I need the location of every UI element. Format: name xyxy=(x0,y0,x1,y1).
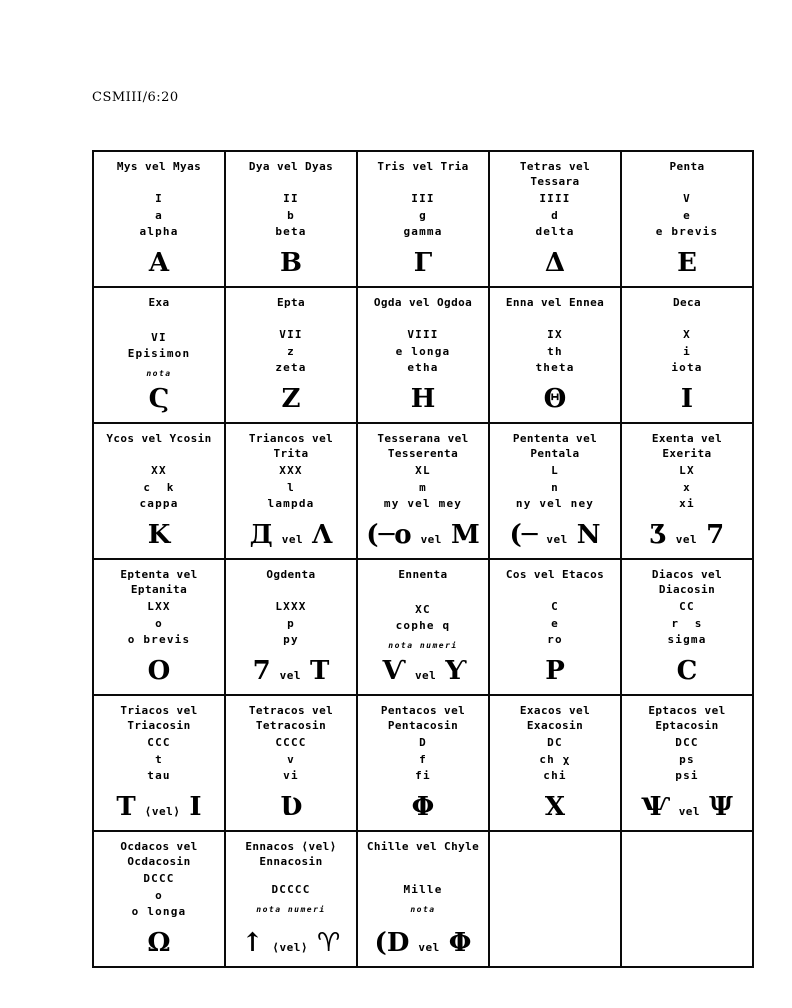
greek-letter-glyph: Δ xyxy=(544,248,566,278)
greek-letter-glyph: T xyxy=(310,656,330,686)
greek-letter-name: alpha xyxy=(139,225,179,239)
greek-letter-name: fi xyxy=(415,769,431,783)
number-name: Penta xyxy=(669,160,705,173)
greek-letter-glyph: B xyxy=(280,248,302,278)
greek-letter-name: etha xyxy=(407,361,439,375)
number-name: Ennenta xyxy=(398,568,448,581)
latin-letter: g xyxy=(419,208,427,222)
greek-letter-glyph: Ϛ xyxy=(148,384,170,414)
table-cell xyxy=(225,695,357,831)
greek-letter-name: ro xyxy=(547,633,563,647)
greek-letter-name: ny vel ney xyxy=(515,497,595,511)
greek-letter-name: py xyxy=(283,633,299,647)
table-cell xyxy=(357,287,489,423)
latin-letter: x xyxy=(683,480,691,494)
table-cell-empty xyxy=(489,831,621,967)
greek-letter-glyph: N xyxy=(576,520,601,550)
greek-letter-glyph: I xyxy=(189,792,202,822)
table-cell xyxy=(489,151,621,287)
latin-letter: e xyxy=(551,616,559,630)
table-cell xyxy=(489,423,621,559)
roman-numeral: I xyxy=(155,192,163,206)
table-cell xyxy=(489,695,621,831)
greek-letter-glyph: K xyxy=(147,520,171,550)
latin-letter: ch χ xyxy=(539,752,571,766)
greek-letter-glyph: (D xyxy=(374,928,410,958)
roman-numeral: XC xyxy=(415,602,431,616)
greek-letter-name: o longa xyxy=(131,905,187,919)
table-cell xyxy=(93,831,225,967)
greek-letter-glyph: M xyxy=(450,520,480,550)
number-name: Exacos vel Exacosin xyxy=(519,704,598,732)
greek-letter-glyph: Ψ xyxy=(709,792,733,822)
latin-letter: l xyxy=(287,480,295,494)
page-reference-label: CSMIII/6:20 xyxy=(92,90,179,105)
latin-letter: m xyxy=(419,480,427,494)
table-cell xyxy=(489,559,621,695)
greek-letter-glyph: T xyxy=(116,792,136,822)
number-name: Pentacos vel Pentacosin xyxy=(380,704,473,732)
latin-letter: o xyxy=(155,616,163,630)
table-row xyxy=(93,559,753,695)
table-cell xyxy=(621,151,753,287)
number-name: Mys vel Myas xyxy=(116,160,202,173)
number-name: Triancos vel Trita xyxy=(248,432,341,460)
table-cell xyxy=(621,695,753,831)
vel-label: ⟨vel⟩ xyxy=(272,940,309,954)
greek-letter-glyph: A xyxy=(148,248,170,278)
number-name: Enna vel Ennea xyxy=(505,296,605,309)
vel-label: vel xyxy=(281,532,304,546)
roman-numeral: DCCCC xyxy=(271,883,311,897)
table-cell xyxy=(357,695,489,831)
roman-numeral: IX xyxy=(547,328,563,342)
roman-numeral: XX xyxy=(151,464,167,478)
number-name: Exenta vel Exerita xyxy=(651,432,730,460)
vel-label: vel xyxy=(420,532,442,546)
table-row xyxy=(93,151,753,287)
roman-numeral: C xyxy=(551,600,559,614)
table-cell xyxy=(225,151,357,287)
table-cell xyxy=(93,559,225,695)
greek-letter-glyph: E xyxy=(677,248,697,278)
latin-letter: c k xyxy=(143,480,175,494)
table-cell xyxy=(225,831,357,967)
table-cell xyxy=(93,287,225,423)
roman-numeral: LX xyxy=(679,464,695,478)
roman-numeral: LXX xyxy=(147,600,171,614)
table-row xyxy=(93,695,753,831)
greek-letter-glyph: H xyxy=(410,384,436,414)
number-name: Pententa vel Pentala xyxy=(512,432,605,460)
roman-numeral: CC xyxy=(679,600,695,614)
greek-letter-name: lampda xyxy=(267,497,315,511)
number-name: Exa xyxy=(148,296,170,309)
vel-label: vel xyxy=(279,668,302,682)
greek-letter-glyph: Ʋ xyxy=(279,792,303,822)
latin-letter: z xyxy=(287,344,295,358)
number-name: Chille vel Chyle xyxy=(366,840,480,853)
greek-letter-glyph: ↑ xyxy=(241,928,264,958)
greek-letter-glyph: 7 xyxy=(706,520,725,550)
roman-numeral: V xyxy=(683,192,691,206)
vel-label: vel xyxy=(546,532,568,546)
number-name: Epta xyxy=(276,296,306,309)
number-name xyxy=(495,840,615,870)
greek-letter-name: vi xyxy=(283,769,299,783)
latin-letter: n xyxy=(551,480,559,494)
greek-letter-glyph: P xyxy=(545,656,565,686)
table-cell xyxy=(357,423,489,559)
greek-letter-name: delta xyxy=(535,225,575,239)
greek-letter-glyph: (─o xyxy=(366,520,412,550)
table-cell xyxy=(93,695,225,831)
greek-letter-glyph: Λ xyxy=(312,520,333,550)
number-name: Ycos vel Ycosin xyxy=(106,432,212,445)
number-name: Dya vel Dyas xyxy=(248,160,334,173)
roman-numeral: VI xyxy=(151,330,167,344)
table-cell-empty xyxy=(621,831,753,967)
greek-letter-name: o brevis xyxy=(127,633,191,647)
greek-letter-glyph: Ω xyxy=(147,928,171,958)
greek-letter-glyph: Ϲ xyxy=(676,656,698,686)
number-name: Eptacos vel Eptacosin xyxy=(648,704,733,732)
greek-letter-glyph: Θ xyxy=(543,384,567,414)
roman-numeral: IIII xyxy=(539,192,571,206)
table-row xyxy=(93,287,753,423)
greek-letter-name: beta xyxy=(275,225,307,239)
latin-letter: o xyxy=(155,888,163,902)
table-cell xyxy=(621,559,753,695)
latin-letter: e xyxy=(683,208,691,222)
greek-letter-name: iota xyxy=(671,361,703,375)
latin-letter: a xyxy=(155,208,163,222)
vel-label: vel xyxy=(678,804,701,818)
greek-letter-glyph: Γ xyxy=(413,248,433,278)
number-name: Diacos vel Diacosin xyxy=(651,568,730,596)
latin-letter: Episimon xyxy=(127,347,191,361)
greek-letter-glyph: (─ xyxy=(509,520,538,550)
table-cell xyxy=(357,151,489,287)
table-cell xyxy=(357,831,489,967)
latin-letter: f xyxy=(419,752,427,766)
greek-letter-glyph: Ѱ xyxy=(641,792,670,822)
roman-numeral: XXX xyxy=(279,464,303,478)
greek-letter-glyph: I xyxy=(680,384,694,414)
table-cell xyxy=(621,423,753,559)
latin-letter: t xyxy=(155,752,163,766)
nota-label: nota numeri xyxy=(256,904,326,914)
table-row xyxy=(93,831,753,967)
number-name: Triacos vel Triacosin xyxy=(120,704,205,732)
greek-letter-name: xi xyxy=(679,497,695,511)
nota-label: nota xyxy=(146,368,172,378)
greek-letter-name: tau xyxy=(147,769,171,783)
latin-letter: e longa xyxy=(395,344,451,358)
table-cell xyxy=(225,559,357,695)
greek-numerals-table xyxy=(92,150,754,968)
roman-numeral: Mille xyxy=(403,883,443,897)
number-name: Tesserana vel Tesserenta xyxy=(377,432,476,460)
number-name: Ogdenta xyxy=(266,568,316,581)
greek-letter-glyph: Д xyxy=(249,520,273,550)
vel-label: ⟨vel⟩ xyxy=(144,804,181,818)
greek-letter-glyph: Φ xyxy=(411,792,435,822)
vel-label: vel xyxy=(418,940,440,954)
nota-label: nota numeri xyxy=(388,640,458,650)
roman-numeral: DCCC xyxy=(143,872,175,886)
table-cell xyxy=(621,287,753,423)
roman-numeral: VII xyxy=(279,328,303,342)
greek-letter-glyph: ♈ xyxy=(317,928,341,958)
number-name: Ogda vel Ogdoa xyxy=(373,296,473,309)
latin-letter: v xyxy=(287,752,295,766)
greek-letter-glyph: X xyxy=(544,792,566,822)
greek-letter-name: e brevis xyxy=(655,225,719,239)
number-name: Deca xyxy=(672,296,702,309)
greek-letter-glyph: Ʒ xyxy=(649,520,667,550)
greek-letter-glyph: O xyxy=(147,656,171,686)
table-cell xyxy=(93,423,225,559)
latin-letter: ps xyxy=(679,752,695,766)
greek-letter-name: zeta xyxy=(275,361,307,375)
table-cell xyxy=(357,559,489,695)
greek-letter-name: cappa xyxy=(139,497,179,511)
roman-numeral: D xyxy=(419,736,427,750)
vel-label: vel xyxy=(414,668,437,682)
greek-letter-glyph: 7 xyxy=(252,656,271,686)
number-name: Tris vel Tria xyxy=(377,160,469,173)
number-name: Tetracos vel Tetracosin xyxy=(248,704,341,732)
number-name xyxy=(627,840,747,870)
vel-label: vel xyxy=(675,532,698,546)
greek-letter-glyph: Z xyxy=(281,384,301,414)
number-name: Ennacos ⟨vel⟩ Ennacosin xyxy=(245,840,344,868)
greek-letter-glyph: Ƴ xyxy=(445,656,464,686)
nota-label: nota xyxy=(410,904,436,914)
greek-letter-name: my vel mey xyxy=(383,497,463,511)
greek-letter-name: sigma xyxy=(667,633,707,647)
latin-letter: th xyxy=(547,344,563,358)
latin-letter: b xyxy=(287,208,295,222)
roman-numeral: CCCC xyxy=(275,736,307,750)
roman-numeral: XL xyxy=(415,464,431,478)
greek-letter-name: theta xyxy=(535,361,575,375)
number-name: Cos vel Etacos xyxy=(505,568,605,581)
roman-numeral: CCC xyxy=(147,736,171,750)
roman-numeral: LXXX xyxy=(275,600,307,614)
roman-numeral: L xyxy=(551,464,559,478)
table-row xyxy=(93,423,753,559)
number-name: Ocdacos vel Ocdacosin xyxy=(120,840,205,868)
roman-numeral: III xyxy=(411,192,435,206)
roman-numeral: X xyxy=(683,328,691,342)
roman-numeral: II xyxy=(283,192,299,206)
latin-letter: cophe q xyxy=(395,619,451,633)
greek-letter-glyph: Φ xyxy=(448,928,472,958)
number-name: Eptenta vel Eptanita xyxy=(120,568,205,596)
greek-letter-name: psi xyxy=(675,769,699,783)
latin-letter: p xyxy=(287,616,295,630)
table-cell xyxy=(225,287,357,423)
greek-letter-name: gamma xyxy=(403,225,443,239)
latin-letter: r s xyxy=(671,616,703,630)
roman-numeral: DCC xyxy=(675,736,699,750)
latin-letter: i xyxy=(683,344,691,358)
number-name: Tetras vel Tessara xyxy=(519,160,598,188)
greek-letter-glyph: Ѵ xyxy=(382,656,406,686)
table-cell xyxy=(225,423,357,559)
table-cell xyxy=(489,287,621,423)
latin-letter: d xyxy=(551,208,559,222)
table-cell xyxy=(93,151,225,287)
roman-numeral: DC xyxy=(547,736,563,750)
roman-numeral: VIII xyxy=(407,328,439,342)
greek-letter-name: chi xyxy=(543,769,567,783)
